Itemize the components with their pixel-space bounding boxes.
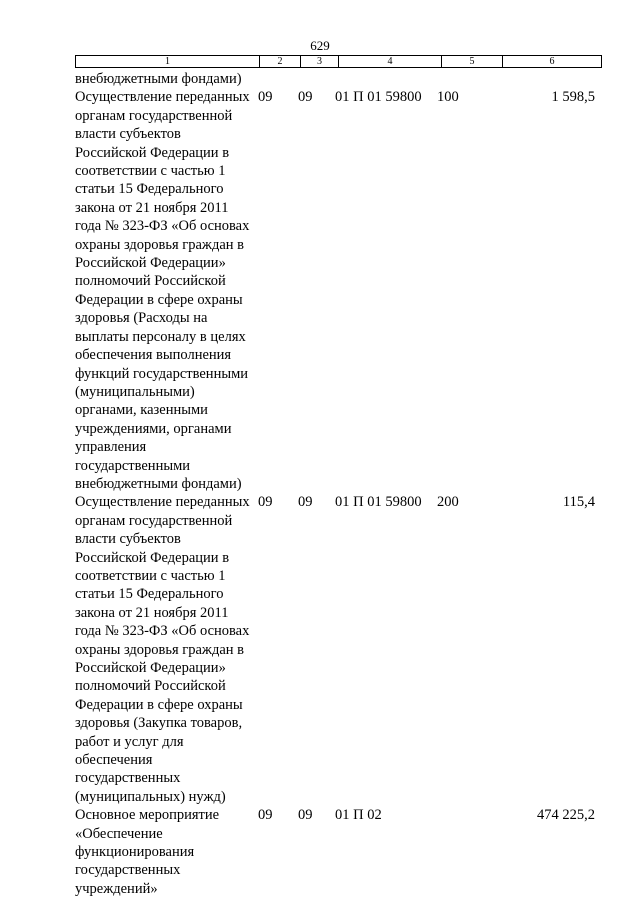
column-header-4: 4 [339, 56, 442, 68]
row-amount [497, 70, 595, 88]
row-subsection: 09 [298, 807, 313, 824]
row-section: 09 [258, 807, 273, 824]
row-section [258, 70, 298, 88]
row-target-code: 01 П 01 59800 [335, 89, 422, 106]
row-expense-type [437, 70, 497, 88]
column-header-3: 3 [301, 56, 339, 68]
column-header-table [75, 55, 602, 68]
row-expense-type: 100 [437, 89, 459, 106]
table-row [75, 70, 595, 88]
table-row [75, 88, 595, 493]
row-target-code: 01 П 01 59800 [335, 494, 422, 511]
budget-table [75, 70, 595, 898]
row-section: 09 [258, 89, 273, 106]
row-target-code [335, 70, 437, 88]
row-subsection: 09 [298, 89, 313, 106]
table-row [75, 493, 595, 806]
page-number: 629 [310, 38, 330, 53]
row-expense-type [437, 806, 497, 898]
row-section: 09 [258, 494, 273, 511]
column-header-2: 2 [260, 56, 301, 68]
row-expense-type: 200 [437, 494, 459, 511]
row-amount: 1 598,5 [551, 89, 595, 106]
row-amount: 115,4 [562, 494, 595, 511]
row-name: Осуществление переданных органам государственной власти субъектов Российской Федерации в соответствии с частью 1 статьи 15 Федерального закона от 21 ноября 2011 года № 323-ФЗ «Об основах охраны здоровья граждан в Российской Федерации» полномочий Российской Федерации в сфере охраны здоровья (Расходы на выплаты персоналу в целях обеспечения выполнения функций государственными (муниципальными) органами, казенными учреждениями, органами управления государственными внебюджетными фондами) [75, 89, 250, 492]
row-amount: 474 225,2 [537, 807, 595, 824]
row-name: внебюджетными фондами) [75, 71, 242, 87]
column-header-row [76, 56, 602, 68]
table-row [75, 806, 595, 898]
row-target-code: 01 П 02 [335, 807, 382, 824]
column-header-1: 1 [76, 56, 260, 68]
row-subsection: 09 [298, 494, 313, 511]
row-name: Осуществление переданных органам государственной власти субъектов Российской Федерации в соответствии с частью 1 статьи 15 Федерального закона от 21 ноября 2011 года № 323-ФЗ «Об основах охраны здоровья граждан в Российской Федерации» полномочий Российской Федерации в сфере охраны здоровья (Закупка товаров, работ и услуг для обеспечения государственных (муниципальных) нужд) [75, 494, 250, 805]
column-header-6: 6 [503, 56, 602, 68]
row-subsection [298, 70, 335, 88]
row-name: Основное мероприятие «Обеспечение функционирования государственных учреждений» [75, 807, 220, 897]
column-header-5: 5 [442, 56, 503, 68]
